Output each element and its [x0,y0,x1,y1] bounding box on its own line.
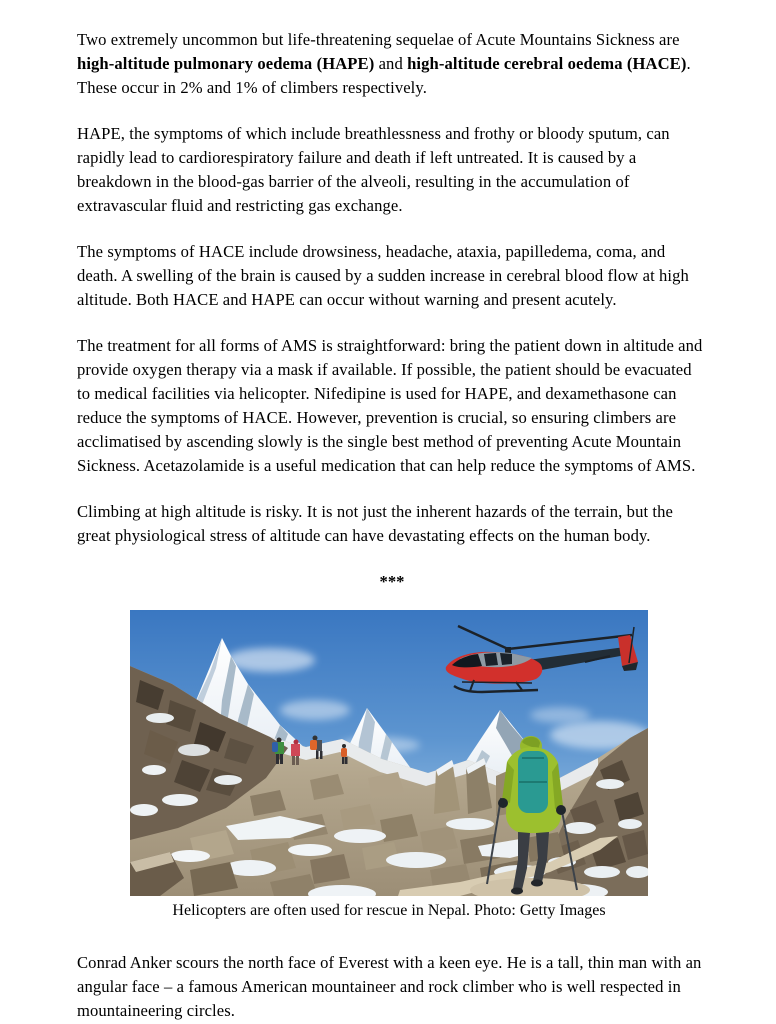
paragraph-1-bold-hape: high-altitude pulmonary oedema (HAPE) [77,54,375,73]
rescue-photo [130,610,648,921]
paragraph-1 [77,28,707,100]
photo-caption: Helicopters are often used for rescue in Nepal. Photo: Getty Images [172,902,606,919]
paragraph-1-bold-hace: high-altitude cerebral oedema (HACE) [407,54,687,73]
paragraph-5: Climbing at high altitude is risky. It is not just the inherent hazards of the terrain, but the great physiological stress of altitude can have devastating effects on the human body. [77,502,674,545]
paragraph-1-text: and [374,54,408,73]
paragraph-6: Conrad Anker scours the north face of Everest with a keen eye. He is a tall, thin man with an angular face – a famous American mountaineer and rock climber who is well respected in mountaineering circles. [77,953,702,1020]
paragraph-1-text: . These occur in 2% and 1% of climbers respectively. [77,54,691,97]
section-break: *** [379,572,405,591]
paragraph-3: The symptoms of HACE include drowsiness, headache, ataxia, papilledema, coma, and death. A swelling of the brain is caused by a sudden increase in cerebral blood flow at high altitude. Both HACE and HAPE can occur without warning and present acutely. [77,242,689,309]
paragraph-1-text: Two extremely uncommon but life-threatening sequelae of Acute Mountains Sickness are [77,30,680,49]
paragraph-4: The treatment for all forms of AMS is straightforward: bring the patient down in altitude and provide oxygen therapy via a mask if available. If possible, the patient should be evacuated to medical facilities via helicopter. Nifedipine is used for HAPE, and dexamethasone can reduce the symptoms of HACE. However, prevention is crucial, so ensuring climbers are acclimatised by ascending slowly is the single best method of preventing Acute Mountain Sickness. Acetazolamide is a useful medication that can help reduce the symptoms of AMS. [77,336,703,475]
rescue-photo-illustration [130,610,648,896]
paragraph-2: HAPE, the symptoms of which include breathlessness and frothy or bloody sputum, can rapidly lead to cardiorespiratory failure and death if left untreated. It is caused by a breakdown in the blood-gas barrier of the alveoli, resulting in the accumulation of extravascular fluid and restricting gas exchange. [77,124,670,215]
